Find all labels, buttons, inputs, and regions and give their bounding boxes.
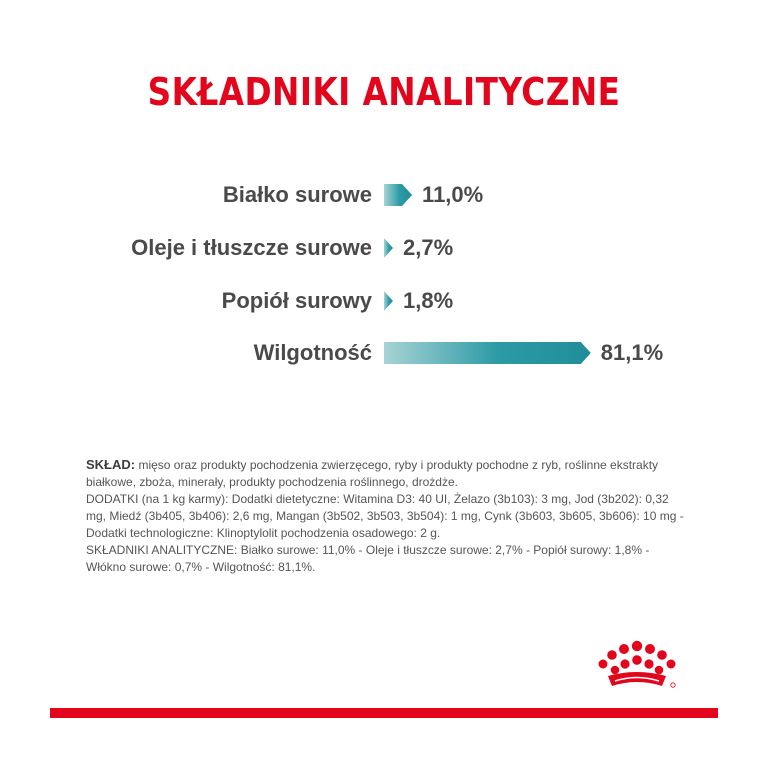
nutrient-row-protein — [0, 180, 768, 210]
nutrient-bar — [384, 342, 591, 364]
composition-paragraph — [86, 456, 686, 491]
composition-analytical: SKŁADNIKI ANALITYCZNE: Białko surowe: 11,0% - Oleje i tłuszcze surowe: 2,7% - Popiół surowy: 1,8% - Włókno surowe: 0,7% - Wilgotność: 81,1%. — [86, 543, 650, 574]
nutrient-value: 81,1% — [600, 340, 664, 365]
footer-red-line — [50, 708, 718, 718]
nutrient-label: Popiół surowy — [221, 288, 372, 313]
nutrient-row-moisture — [0, 338, 768, 368]
page-title: SKŁADNIKI ANALITYCZNE — [147, 70, 621, 114]
nutrient-label: Oleje i tłuszcze surowe — [131, 235, 372, 260]
nutrient-bar — [384, 237, 393, 259]
royal-canin-crown-icon — [596, 640, 678, 692]
nutrient-row-ash — [0, 286, 768, 316]
nutrient-value: 1,8% — [403, 288, 454, 313]
nutrient-value: 2,7% — [403, 235, 454, 260]
nutrient-value: 11,0% — [422, 182, 484, 207]
composition-ingredients: mięso oraz produkty pochodzenia zwierzęcego, ryby i produkty pochodne z ryb, roślinne ekstrakty białkowe, zboża, minerały, produkty pochodzenia roślinnego, drożdże. — [86, 458, 659, 489]
nutrient-label: Wilgotność — [253, 340, 372, 365]
composition-heading: SKŁAD: — [86, 457, 136, 472]
nutrient-bar — [384, 184, 412, 206]
composition-additives: DODATKI (na 1 kg karmy): Dodatki dietetyczne: Witamina D3: 40 UI, Żelazo (3b103): 3 mg, Jod (3b202): 0,32 mg, Miedź (3b405, 3b406): 2,6 mg, Mangan (3b502, 3b503, 3b504): 1 mg, Cynk (3b603, 3b605, 3b606): 10 mg - Dodatki technologiczne: Klinoptylolit pochodzenia osadowego: 2 g. — [86, 492, 684, 540]
nutrient-row-fat — [0, 233, 768, 263]
nutrient-bar — [384, 290, 393, 312]
composition-text — [86, 456, 686, 576]
nutrient-label: Białko surowe — [222, 182, 372, 207]
